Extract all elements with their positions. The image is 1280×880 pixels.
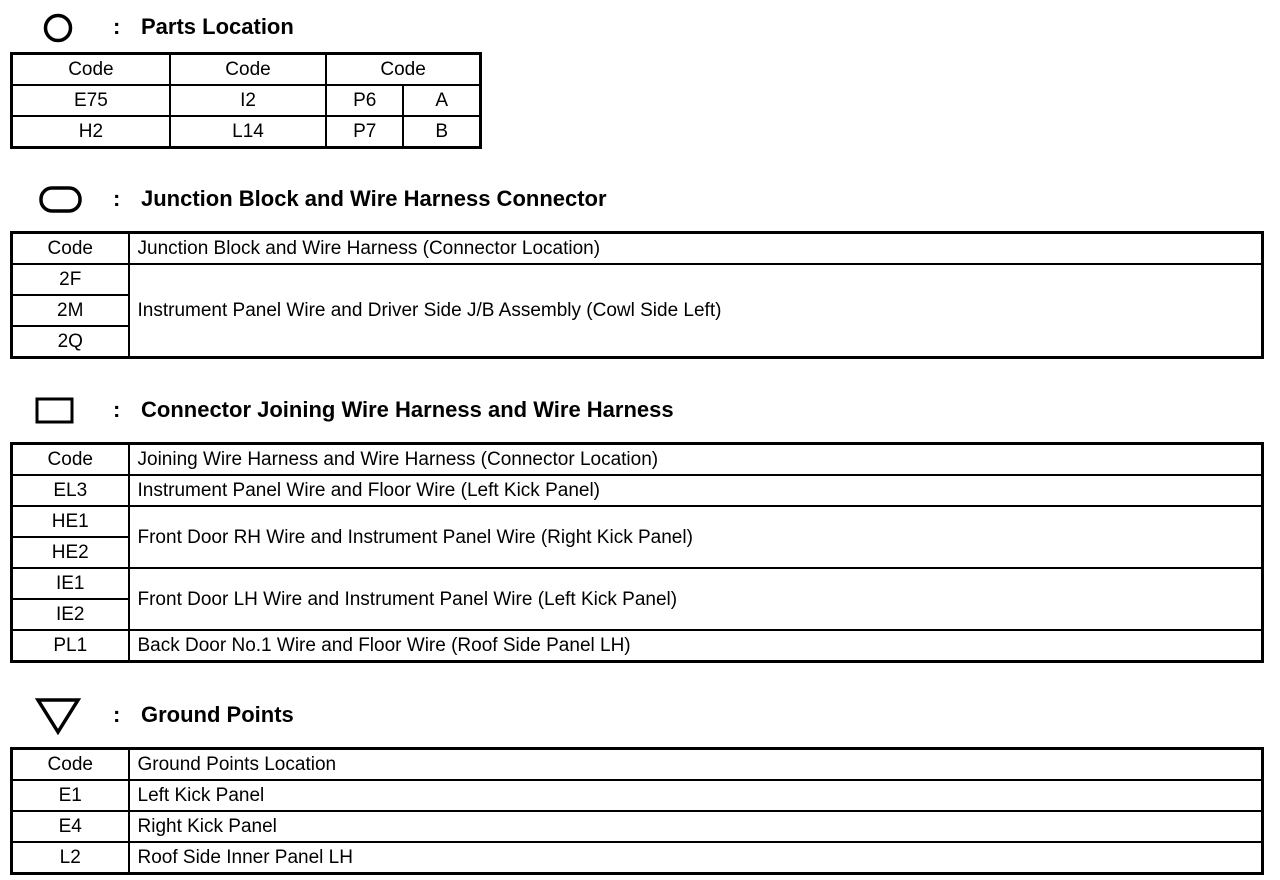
junction-block-title: Junction Block and Wire Harness Connector — [141, 186, 607, 211]
table-header-cell: Code — [170, 54, 326, 86]
table-row — [12, 630, 1263, 662]
circle-icon — [42, 12, 74, 44]
code-cell: P6 — [326, 85, 403, 116]
location-cell: Left Kick Panel — [129, 780, 1263, 811]
code-cell: E4 — [12, 811, 129, 842]
code-cell: HE1 — [12, 506, 129, 537]
junction-block-heading — [0, 180, 1280, 220]
table-row — [12, 116, 481, 148]
code-cell: 2Q — [12, 326, 129, 358]
parts-location-title: Parts Location — [141, 14, 294, 39]
table-row — [12, 811, 1263, 842]
table-header-cell: Code — [12, 54, 170, 86]
connector-joining-title: Connector Joining Wire Harness and Wire Harness — [141, 397, 674, 422]
rectangle-icon — [34, 395, 76, 427]
code-cell: EL3 — [12, 475, 129, 506]
code-cell: IE1 — [12, 568, 129, 599]
parts-location-colon: : — [113, 14, 121, 39]
table-header-row — [12, 444, 1263, 476]
table-row — [12, 568, 1263, 599]
code-cell: L2 — [12, 842, 129, 874]
location-cell: Right Kick Panel — [129, 811, 1263, 842]
connector-joining-colon: : — [113, 397, 121, 422]
table-header-cell: Code — [12, 749, 129, 781]
connector-joining-table — [10, 442, 1264, 663]
code-cell: HE2 — [12, 537, 129, 568]
ground-points-colon: : — [113, 702, 121, 727]
table-row — [12, 264, 1263, 295]
location-cell: Front Door RH Wire and Instrument Panel Wire (Right Kick Panel) — [129, 506, 1263, 568]
location-cell: Front Door LH Wire and Instrument Panel Wire (Left Kick Panel) — [129, 568, 1263, 630]
code-cell: B — [403, 116, 480, 148]
code-cell: I2 — [170, 85, 326, 116]
location-cell: Back Door No.1 Wire and Floor Wire (Roof Side Panel LH) — [129, 630, 1263, 662]
table-header-cell: Code — [12, 233, 129, 265]
location-cell: Instrument Panel Wire and Driver Side J/B Assembly (Cowl Side Left) — [129, 264, 1263, 358]
parts-location-table — [10, 52, 482, 149]
code-cell: L14 — [170, 116, 326, 148]
ground-points-title: Ground Points — [141, 702, 294, 727]
table-header-cell: Joining Wire Harness and Wire Harness (Connector Location) — [129, 444, 1263, 476]
table-header-cell: Code — [326, 54, 480, 86]
code-cell: H2 — [12, 116, 170, 148]
table-header-cell: Ground Points Location — [129, 749, 1263, 781]
table-row — [12, 780, 1263, 811]
table-header-row — [12, 749, 1263, 781]
table-header-row — [12, 54, 481, 86]
table-header-row — [12, 233, 1263, 265]
code-cell: 2M — [12, 295, 129, 326]
table-header-cell: Junction Block and Wire Harness (Connector Location) — [129, 233, 1263, 265]
junction-block-table — [10, 231, 1264, 359]
code-cell: PL1 — [12, 630, 129, 662]
code-cell: A — [403, 85, 480, 116]
code-cell: P7 — [326, 116, 403, 148]
code-cell: 2F — [12, 264, 129, 295]
down-triangle-icon — [34, 696, 82, 736]
location-cell: Instrument Panel Wire and Floor Wire (Left Kick Panel) — [129, 475, 1263, 506]
junction-block-colon: : — [113, 186, 121, 211]
table-header-cell: Code — [12, 444, 129, 476]
connector-joining-heading — [0, 391, 1280, 431]
parts-location-heading — [0, 8, 1280, 48]
rounded-rectangle-icon — [38, 184, 84, 216]
location-cell: Roof Side Inner Panel LH — [129, 842, 1263, 874]
code-cell: IE2 — [12, 599, 129, 630]
table-row — [12, 475, 1263, 506]
ground-points-heading — [0, 696, 1280, 736]
table-row — [12, 842, 1263, 874]
code-cell: E75 — [12, 85, 170, 116]
code-cell: E1 — [12, 780, 129, 811]
table-row — [12, 85, 481, 116]
ground-points-table — [10, 747, 1264, 875]
table-row — [12, 506, 1263, 537]
